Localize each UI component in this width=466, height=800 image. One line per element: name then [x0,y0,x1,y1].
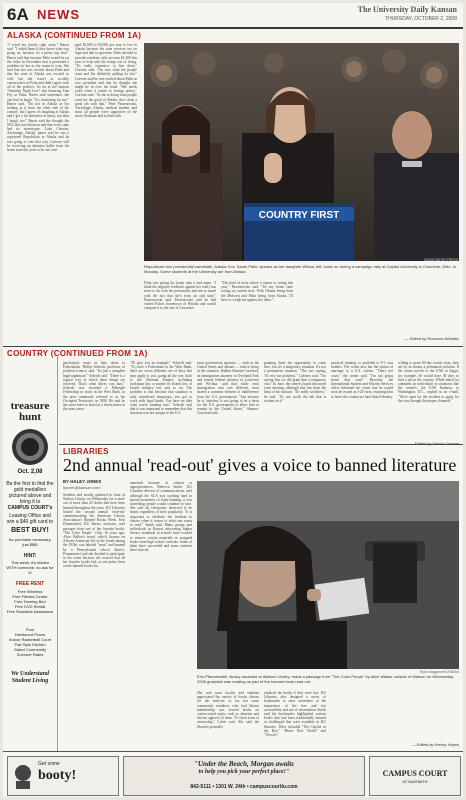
campus-court-title: CAMPUS COURT [382,769,448,778]
treasure-sponsor: CAMPUS COURT's [7,505,53,511]
treasure-body: Be the first to find the gold medallion pictured above and bring it to [6,481,54,505]
reading-photo-illustration [197,481,459,669]
feature-item: Free Tanning Bed [14,599,46,604]
reading-photo [197,481,459,669]
treasure-title-line2: hunt [18,411,42,423]
libraries-kicker: LIBRARIES [63,447,109,456]
libraries-editor-credit: — Edited by Kelsey Hayes [411,742,459,747]
libraries-byline: BY HALEY JONES [63,479,102,484]
podium-sign-text: COUNTRY FIRST [258,210,340,221]
country-column-6: willing to grant 90-day tourist visas, they are by no means a permanent solution. If the center travels to the UAE or Egypt, for example, he would have 30 days to find a job in the country. While asked for comment on individuals in situations like the center's, the UAE Embassy in Washington, D.C., replied in an e-mail. "We're open for the resident to apply for the visa through the proper channels." [398,361,459,403]
booty-ad[interactable] [7,756,119,796]
alaska-kicker: ALASKA (CONTINUED FROM 1A) [7,31,142,40]
country-kicker: COUNTRY (CONTINUED FROM 1A) [7,349,148,358]
amenity-item: Hardwood Floors [14,632,46,637]
page-header [3,3,463,29]
free-rent-label: FREE RENT [15,581,45,587]
pirate-icon [12,763,34,789]
feature-item: Free Fitness Center [12,594,48,599]
palin-rally-photo [144,43,459,261]
issue-date: THURSDAY, OCTOBER 2, 2008 [385,16,457,22]
alaska-column-2: paid $2,000 to $3,000 per year to live in Alaska because the state receives tax on high and that so governor Palin decided to provide residents with an extra $1,200 this year to help with the rising cost of living. "It's really expensive to live there," Cravens said. "I'm sure what the people want and I'm definitely pulling for her." Cravens said he was excited about Palin as vice president and that he thought she might be in over her head. "She needs work when it comes to foreign policy," Cravens said. "As far as doing what people want for the good of Alaska, she's done a great job with that." Peter Passenowski, Anchorage, Alaska, medical student, and most all people were supportive of the move Alaskans had to deal with. [75,43,137,119]
booty-ad-title: Get some [38,761,60,767]
amenities-list [6,627,54,657]
section-name: NEWS [37,7,80,22]
treasure-body-2: Leasing Office and win a $40 gift card to [6,513,54,525]
treasure-note: No purchase necessary, just $$$! [8,537,52,547]
gold-medallion-icon [10,427,50,467]
masthead: The University Daily Kansan [357,5,457,14]
libraries-column-4: replaced the books if they were lost. KU Libraries also designed a series of bookmarks to raise awareness of the importance of the free and fair accessibility and use of information. Smith said the bookmarks highlighted various books that had been traditionally banned or challenged that were available in KU libraries. Titles included "The Catcher in the Rye," "Brave New World" and "Ulysses." [264,691,326,738]
section-divider [3,346,463,347]
treasure-date: Oct. 2,08 [17,469,43,475]
reading-photo-credit: Ryan Waggoner/KANSAN [419,670,459,674]
hint-label: HINT: [23,553,37,559]
alaska-column-4: "The kind of town where it comes to voting this year," Passenowski said. "It's my home state voting on current state. With Obama being from the Midwest and Palin being from Alaska, I'll have to weigh me against the other." [221,281,293,302]
tagline-line2: Student Living [11,678,49,684]
campus-court-ad[interactable] [369,756,461,796]
beach-ad-contact: 842-5111 • 1301 W. 24th • campuscourtlu.com [190,784,298,790]
libraries-column-2: materials because of content or appropriateness. Rebecca Smith, KU Libraries director of communications, said although the ALA was working hard to spread awareness of book banning, it was something people would continue to face. She said all viewpoints deserved to be heard, regardless of their popularity. "It is important to celebrate the freedom to choose when it comes to what one wants to read," Smith said. Many groups and individuals in Kansas advocating higher literary standards in schools have worked to remove certain materials or assigned books from high school curricula. Some of them have succeeded and some students have noticed. [130,481,192,553]
treasure-title [6,401,54,423]
treasure-hunt-ad [3,355,58,751]
libraries-column-1: Students and faculty gathered in front of Watson Library on Wednesday for a read-out of more than 20 books that have been banned throughout the years. KU Libraries hosted the second annual 'read-out' commemorating the American Library Association's Banned Books Week. Erin Pfannenstiel, KU library assistant, read passages from one of her favorite books, "The Color Purple." Only 16 years ago, Alice Walker's novel, which focuses on African-American life in the South during the 1930s, was labeled "smut" and banned by a Pennsylvania school district. Pfannenstiel said she decided to participate in the event because she noticed that all her favorite books had, at one point, been on the banned books list. [63,493,125,569]
country-column-2: "I'll give you an example," Schrodt said. "If you're a Palestinian in the West Bank, there are seven different sets of laws that may apply to you, going all the way back to the Ottoman Empire, including Jordanian law, or maybe it's Israeli law, or Israeli military law and so on. The problem is that because that situation is only considered temporary, you get to work with legal limbo. You have no idea what you're running into." Schrodt said that it was important to remember that this situation was not unique to the U.S. [130,361,192,416]
student-living-tagline [6,671,54,685]
booty-ad-big: booty! [38,768,77,783]
beach-ad-line1: "Under the Beach, Morgan awaits [194,760,294,768]
amenity-item: Gated Community [13,647,47,652]
libraries-divider [59,444,463,445]
campus-court-sub: AT NAISMITH [402,779,428,784]
country-column-5: practical training, is available to F-1 visa holders. The center also has the option of marriage to a U.S. citizen. "That's not crazy," the center said. "I'm not going down that road." Recently, the International Student and Scholar Services office informed the center that he would soon be issued an I-20 form, requiring him to leave the country no later than February. [331,361,393,399]
country-column-3: most government agencies — both in the United States and abroad — tend to bring in the situation. Bakhar Sharma-Crawford, an immigration attorney in Overland Park and former federal attorney in Lawrence and Wichita, said that while each immigration case was different, most shared a common element of indifference from the U.S. government. "Just because he is 'stateless' is not going to be a basis for the U.S. government to allow him to remain in the United States," Sharma-Crawford said. [197,361,259,416]
amenity-item: Indoor Racketball Court [8,637,52,642]
amenity-item: Summer Rates [16,652,44,657]
features-list [6,589,54,614]
libraries-column-3: She said most faculty and students appreciated the variety of books chosen for the read-out so far, but some community members who had library membership saw several books on controversial topics such as abortion and did not approve of them. "It's their form of censorship," Curtis said. She said the libraries generally [197,691,259,729]
beach-ad[interactable] [123,756,365,796]
amenity-item: Pool [25,627,34,632]
page-number: 6A [7,5,29,24]
treasure-title-line1: treasure [10,400,50,412]
tagline-line1: We Understand [10,671,50,677]
libraries-headline: 2nd annual 'read-out' gives a voice to banned literature [63,455,457,475]
beach-ad-line2: to help you pick your perfect place!" [198,769,290,775]
reading-photo-caption: Erin Pfannenstiel, library assistant at Watson Library, reads a passage from "The Color Purple" by Alice Walker outside of Watson on Wednesday. 2008 graduate was reading as part of the banned book read out. [197,674,455,684]
amenity-item: Fiat Style Kitchen [14,642,46,647]
alaska-column-3: Palin was giving his home state a bad name. "I think the negative feedback against her really has more to do with her personality and not so much with the fact that she's from an odd state," Passenowski said. Passenowski said he had visited Palin's hometown of Wasilla and would compare it to the size of Lawrence. [144,281,216,311]
bottom-ad-strip [3,751,463,797]
alaska-column-1: "I voted my family right away," Harris said. "I asked them if they knew what was going on, because it's a pretty big deal." Harris said that because Palin would be on the ticket in November that it presented a problem for her as she wants to vote. She said that she was excited about Palin and that the state of Alaska was excited as well, but she wasn't as socially conservative as Palin and didn't agree with all of her policies. As far as the famous "Saturday Night Live" skit featuring Tina Fey as Palin, Harris said sometimes she just had to laugh. "It's frustrating for me," Harris said. "I'm not as Alaska as I'm looking at it from the other side of the country, but I guess it's laughing at Alaska and I get a bit defensive at times, but then I laugh, too." Harris said she thought the SNL skit was hilarious and that every state had its stereotypes. Luke Cravens, Anchorage, Alaska, junior said he was a registered Republican in Alaska and he was going to vote that way. Cravens will be receiving an absentee ballot from his home state this year so he can vote. [7,43,69,153]
feature-item: Free Roadside Assistance [6,609,54,614]
feature-item: Free Wireless [17,589,43,594]
photo-illustration [144,43,459,261]
country-column-1: particularly acute as they relate to Palestinians. Phillip Schrodt, professor of political science, said. "It's just a complete legal nightmare," Schrodt said. "There is a logical way in which these things are resolved. That's what drives you nuts." Schrodt was awarded a Fulbright Fellowship to teach in the West Bank, in the area commonly referred to as the Occupied Territories, in 1998. He said he has since been to Israel at a dozen times in the years since. [63,361,125,412]
treasure-prize: BEST BUY! [11,527,49,534]
newspaper-page [3,3,463,797]
libraries-byline-email: hjones@kansan.com [63,485,101,490]
hint-text: This week, it's hidden WITH someone, so ask for it! [6,560,54,575]
country-column-4: granting them the opportunity to come here, but it's a temporary situation. It's not a permanent situation. "The one saying, 'It's not our problem,'" Cabrera said. "I'm saying that we did grant him a temporary visa." In June, the center's board discussed were missing, although that has been the limit of his mission. "It's really worthless," he said. "It's not worth the ink that is written on it." [264,361,326,403]
alaska-photo-credit: ASSOCIATED PRESS [423,258,458,262]
feature-item: Free DVD Rental [14,604,46,609]
alaska-photo-caption: Republican vice presidential candidate, Alaska Gov. Sarah Palin, speaks as her daughter Willow, left, looks on during a campaign rally at Capitol University in Columbia, Ohio, in Monday. Some students at the University are from Alaska. [144,264,456,274]
alaska-editor-credit: — Edited by Rosanna Whatley [404,336,459,341]
